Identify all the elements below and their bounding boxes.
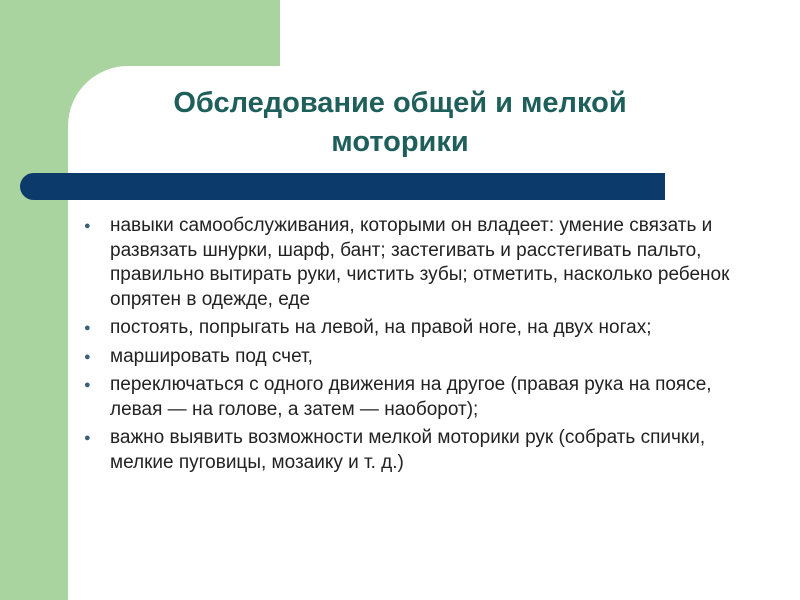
list-item-text: важно выявить возможности мелкой моторики рук (собрать спички, мелкие пуговицы, мозаику и т. д.)	[110, 427, 706, 473]
list-item	[80, 214, 750, 312]
bullet-icon: ●	[84, 322, 91, 334]
list-item	[80, 316, 750, 341]
list-item	[80, 373, 750, 422]
slide-title	[90, 84, 710, 162]
bullet-icon: ●	[84, 220, 91, 232]
bullet-icon: ●	[84, 379, 91, 391]
bullet-icon: ●	[84, 432, 91, 444]
list-item-text: навыки самообслуживания, которыми он владеет: умение связать и развязать шнурки, шарф, бант; застегивать и расстегивать пальто, правильно вытирать руки, чистить зубы; отметить, насколько ребенок опрятен в одежде, еде	[110, 215, 730, 310]
title-line-1: Обследование общей и мелкой	[173, 87, 627, 119]
background-green-strip	[0, 0, 68, 600]
title-underline-bar	[20, 173, 665, 200]
list-item	[80, 345, 750, 370]
bullet-list	[80, 214, 750, 479]
list-item-text: переключаться с одного движения на другое (правая рука на поясе, левая — на голове, а затем — наоборот);	[110, 374, 712, 420]
list-item	[80, 426, 750, 475]
list-item-text: маршировать под счет,	[110, 345, 313, 367]
title-line-2: моторики	[331, 126, 469, 158]
bullet-icon: ●	[84, 350, 91, 363]
list-item-text: постоять, попрыгать на левой, на правой ноге, на двух ногах;	[110, 317, 652, 338]
